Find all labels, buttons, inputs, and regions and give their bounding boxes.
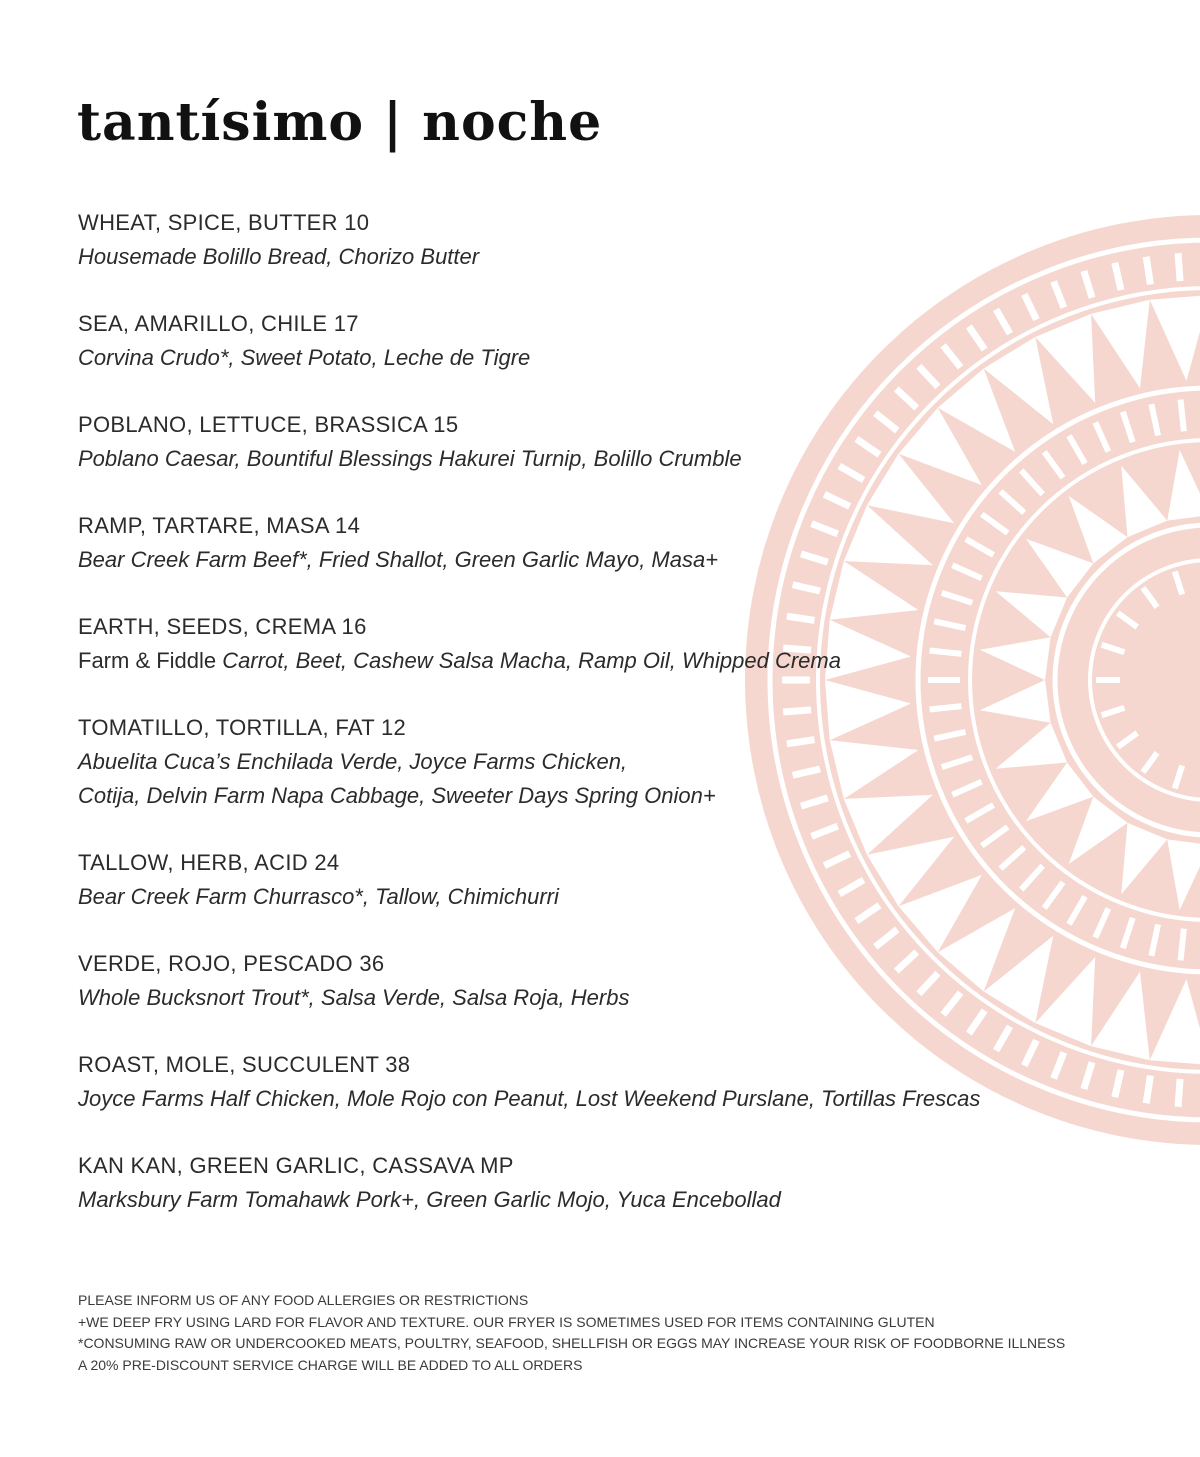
menu-item-title: TALLOW, HERB, ACID 24: [78, 850, 340, 875]
menu-item-title: EARTH, SEEDS, CREMA 16: [78, 614, 367, 639]
menu-item-title: ROAST, MOLE, SUCCULENT 38: [78, 1052, 411, 1077]
menu-item: [78, 1149, 1138, 1217]
fryer-note: +WE DEEP FRY USING LARD FOR FLAVOR AND TEXTURE. OUR FRYER IS SOMETIMES USED FOR ITEMS CONTAINING GLUTEN: [78, 1313, 935, 1330]
menu-item: [78, 509, 1138, 577]
menu-item: [78, 206, 1138, 274]
menu-item-description: Poblano Caesar, Bountiful Blessings Hakurei Turnip, Bolillo Crumble: [78, 446, 742, 471]
footer-notes: [78, 1290, 1158, 1376]
menu-item: [78, 947, 1138, 1015]
menu-item-title: VERDE, ROJO, PESCADO 36: [78, 951, 385, 976]
page-title: tantísimo | noche: [77, 92, 603, 153]
menu-item: [78, 1048, 1138, 1116]
menu-item-description: [78, 644, 1138, 678]
menu-item-title: KAN KAN, GREEN GARLIC, CASSAVA MP: [78, 1153, 514, 1178]
menu-item-description: Cotija, Delvin Farm Napa Cabbage, Sweeter Days Spring Onion+: [78, 783, 716, 808]
menu-item-title: SEA, AMARILLO, CHILE 17: [78, 311, 359, 336]
allergy-note: PLEASE INFORM US OF ANY FOOD ALLERGIES OR RESTRICTIONS: [78, 1292, 529, 1308]
menu-item-title: WHEAT, SPICE, BUTTER 10: [78, 210, 370, 235]
menu-item-description: Bear Creek Farm Beef*, Fried Shallot, Green Garlic Mayo, Masa+: [78, 547, 719, 572]
menu-item-description: Whole Bucksnort Trout*, Salsa Verde, Salsa Roja, Herbs: [78, 985, 630, 1010]
menu-item: [78, 610, 1138, 678]
menu-item: [78, 846, 1138, 914]
menu-item: [78, 711, 1138, 813]
menu-item: [78, 307, 1138, 375]
menu-item-description-rest: Carrot, Beet, Cashew Salsa Macha, Ramp Oil, Whipped Crema: [222, 648, 841, 673]
menu-item-description: Bear Creek Farm Churrasco*, Tallow, Chimichurri: [78, 884, 559, 909]
menu-item-description: Corvina Crudo*, Sweet Potato, Leche de Tigre: [78, 345, 531, 370]
menu-item-description: Abuelita Cuca’s Enchilada Verde, Joyce Farms Chicken,: [78, 749, 628, 774]
menu-item: [78, 408, 1138, 476]
menu-item-description: Housemade Bolillo Bread, Chorizo Butter: [78, 244, 480, 269]
service-charge-note: A 20% PRE-DISCOUNT SERVICE CHARGE WILL BE ADDED TO ALL ORDERS: [78, 1356, 583, 1373]
menu-item-description: Joyce Farms Half Chicken, Mole Rojo con Peanut, Lost Weekend Purslane, Tortillas Frescas: [78, 1086, 981, 1111]
menu-item-description-upright: Farm & Fiddle: [78, 648, 217, 673]
menu-list: [78, 206, 1138, 1250]
menu-item-title: TOMATILLO, TORTILLA, FAT 12: [78, 715, 407, 740]
menu-item-description: Marksbury Farm Tomahawk Pork+, Green Garlic Mojo, Yuca Encebollad: [78, 1187, 781, 1212]
menu-item-title: POBLANO, LETTUCE, BRASSICA 15: [78, 412, 459, 437]
menu-item-title: RAMP, TARTARE, MASA 14: [78, 513, 361, 538]
consumption-warning: *CONSUMING RAW OR UNDERCOOKED MEATS, POULTRY, SEAFOOD, SHELLFISH OR EGGS MAY INCREASE YOUR RISK OF FOODBORNE ILLNESS: [78, 1335, 1066, 1351]
